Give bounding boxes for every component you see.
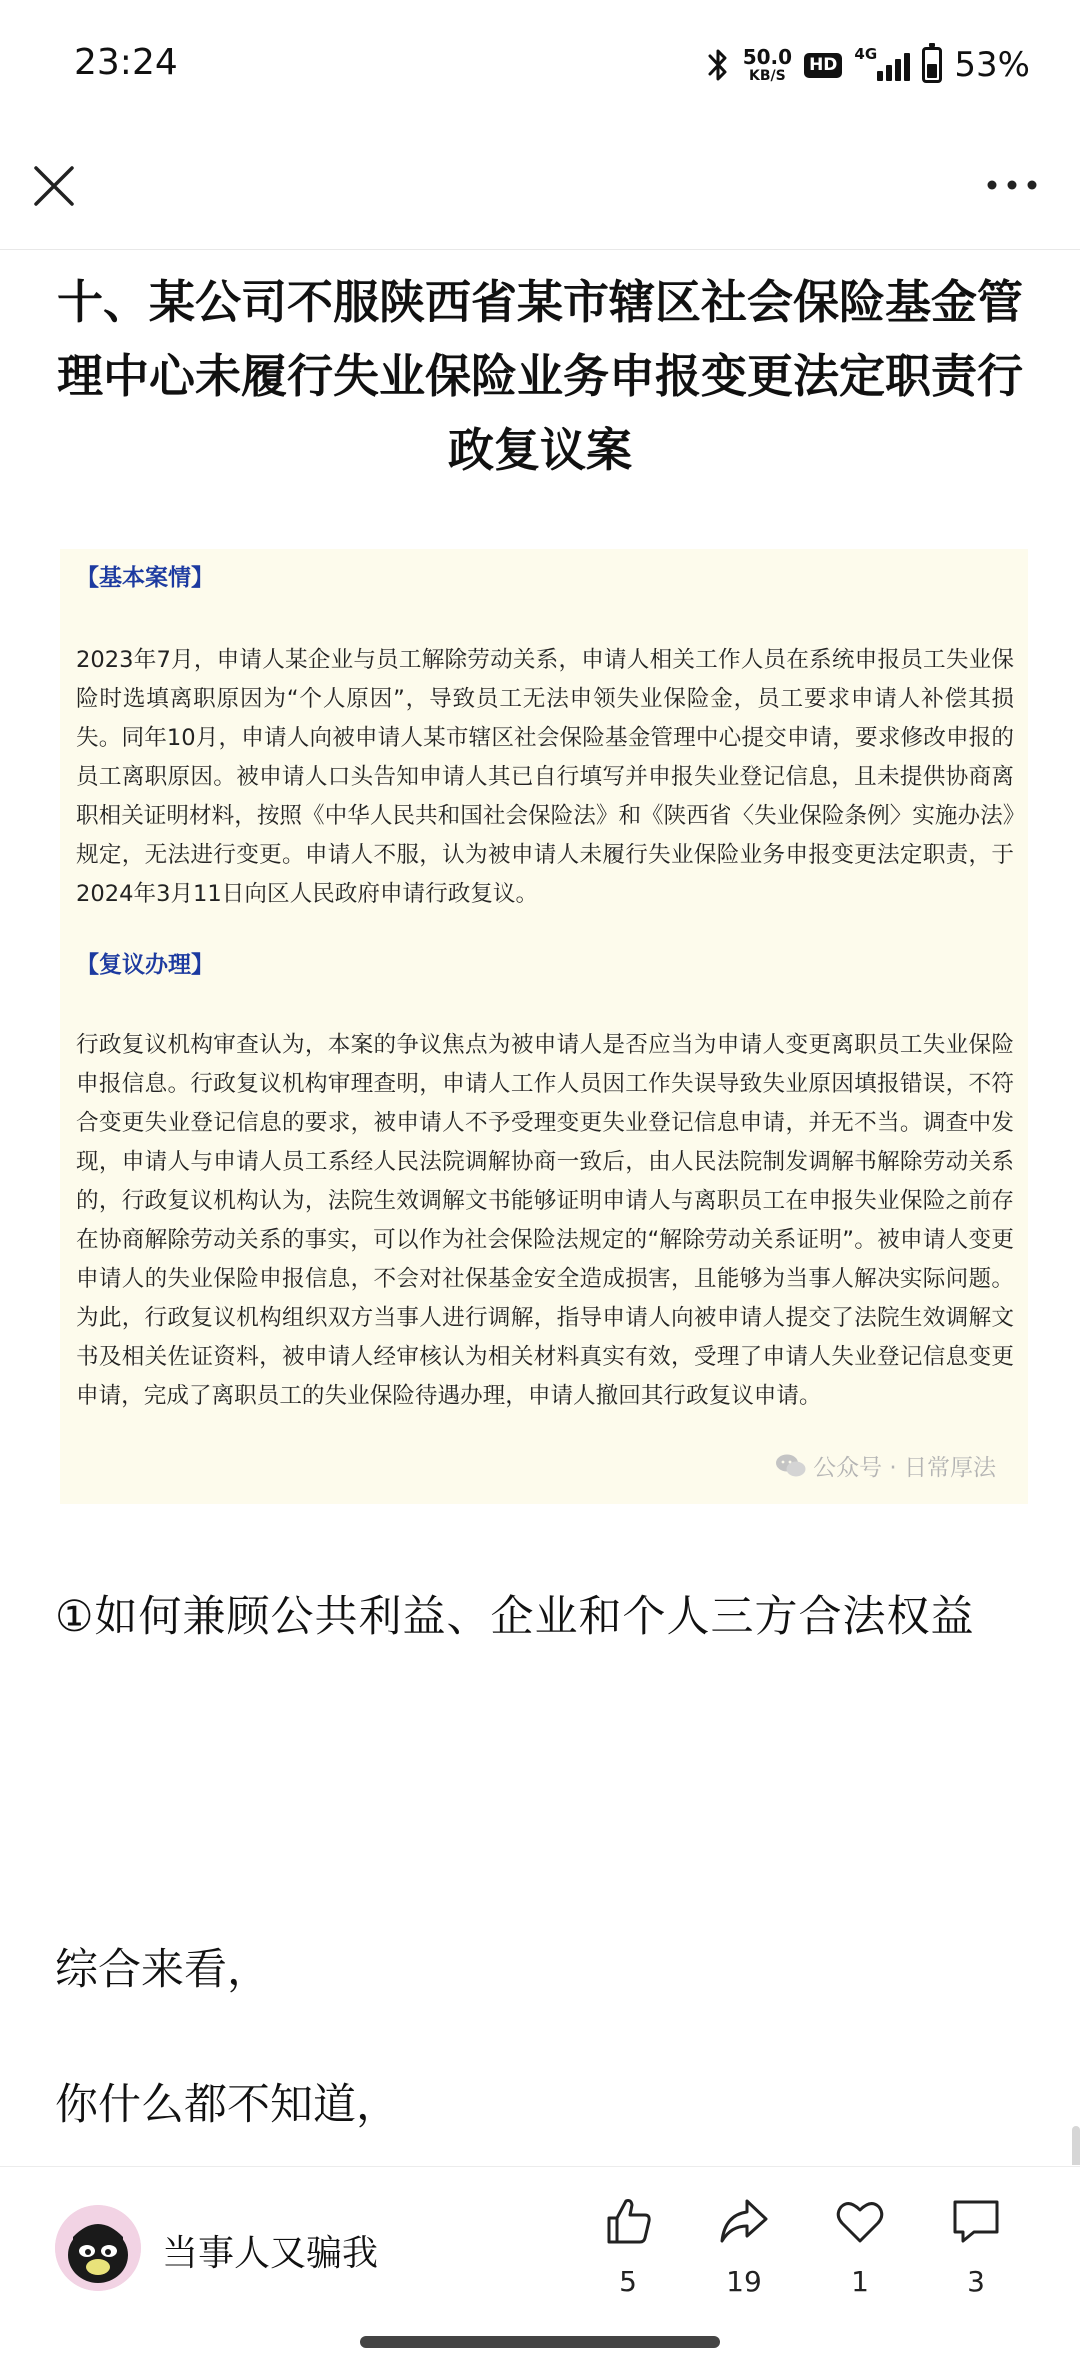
share-icon [716,2193,772,2249]
basic-facts-text: 2023年7月，申请人某企业与员工解除劳动关系，申请人相关工作人员在系统申报员工失业保险时选填离职原因为“个人原因”，导致员工无法申领失业保险金，员工要求申请人补偿其损失。同年10月，申请人向被申请人某市辖区社会保险基金管理中心提交申请，要求修改申报的员工离职原因。被申请人口头告知申请人其已自行填写并申报失业登记信息，且未提供协商离职相关证明材料，按照《中华人民共和国社会保险法》和《陕西省〈失业保险条例〉实施办法》规定，无法进行变更。申请人不服，认为被申请人未履行失业保险业务申报变更法定职责，于2024年3月11日向区人民政府申请行政复议。 [76,647,1014,907]
network-speed-value: 50.0 [742,45,793,69]
body-line: 综合来看， [55,1945,270,1995]
battery-icon [922,47,942,83]
hd-icon: HD [804,53,842,78]
battery-percent: 53% [954,45,1030,85]
question-heading: ①如何兼顾公共利益、企业和个人三方合法权益 [55,1592,975,1642]
author-name[interactable]: 当事人又骗我 [162,2233,379,2274]
case-image [60,549,1028,1504]
network-speed-unit: KB/S [749,68,786,84]
favorite-button[interactable] [820,2193,900,2298]
share-count: 19 [726,2265,762,2298]
comment-icon [948,2193,1004,2249]
comment-button[interactable] [936,2193,1016,2298]
heart-icon [832,2193,888,2249]
thumbs-up-icon [600,2193,656,2249]
wechat-icon [775,1453,807,1479]
page-title: 十、某公司不服陕西省某市辖区社会保险基金管理中心未履行失业保险业务申报变更法定职责行政复议案 [57,275,1023,477]
status-bar [0,0,1080,130]
network-type-label: 4G [854,45,878,63]
section-heading-basic-facts: 【基本案情】 [76,565,214,591]
home-indicator[interactable] [360,2336,720,2348]
favorite-count: 1 [851,2265,869,2298]
review-handling-text: 行政复议机构审查认为，本案的争议焦点为被申请人是否应当为申请人变更离职员工失业保险申报信息。行政复议机构审理查明，申请人工作人员因工作失误导致失业原因填报错误，不符合变更失业登记信息的要求，被申请人不予受理变更失业登记信息申请，并无不当。调查中发现，申请人与申请人员工系经人民法院调解协商一致后，由人民法院制发调解书解除劳动关系的，行政复议机构认为，法院生效调解文书能够证明申请人与离职员工在申报失业保险之前存在协商解除劳动关系的事实，可以作为社会保险法规定的“解除劳动关系证明”。被申请人变更申请人的失业保险申报信息，不会对社保基金安全造成损害，且能够为当事人解决实际问题。为此，行政复议机构组织双方当事人进行调解，指导申请人向被申请人提交了法院生效调解文书及相关佐证资料，被申请人经审核认为相关材料真实有效，受理了申请人失业登记信息变更申请，完成了离职员工的失业保险待遇办理，申请人撤回其行政复议申请。 [76,1032,1014,1409]
bluetooth-icon [705,45,731,85]
close-icon[interactable] [28,160,80,212]
share-button[interactable] [704,2193,784,2298]
status-icons [705,40,1030,90]
article-content[interactable] [0,251,1080,2165]
body-line: 你什么都不知道， [55,2080,399,2130]
network-speed [743,47,792,83]
watermark [775,1449,996,1482]
battery-fill [927,64,937,78]
watermark-text: 公众号 · 日常厚法 [813,1455,996,1481]
like-count: 5 [619,2265,637,2298]
section-heading-review-handling: 【复议办理】 [76,952,214,978]
avatar[interactable] [55,2205,141,2291]
signal-icon [854,45,910,85]
more-icon[interactable] [982,165,1042,205]
like-button[interactable] [588,2193,668,2298]
status-time: 23:24 [74,42,178,83]
scrollbar[interactable] [1072,2126,1080,2165]
avatar-image [55,2205,141,2291]
nav-bar [0,130,1080,250]
comment-count: 3 [967,2265,985,2298]
